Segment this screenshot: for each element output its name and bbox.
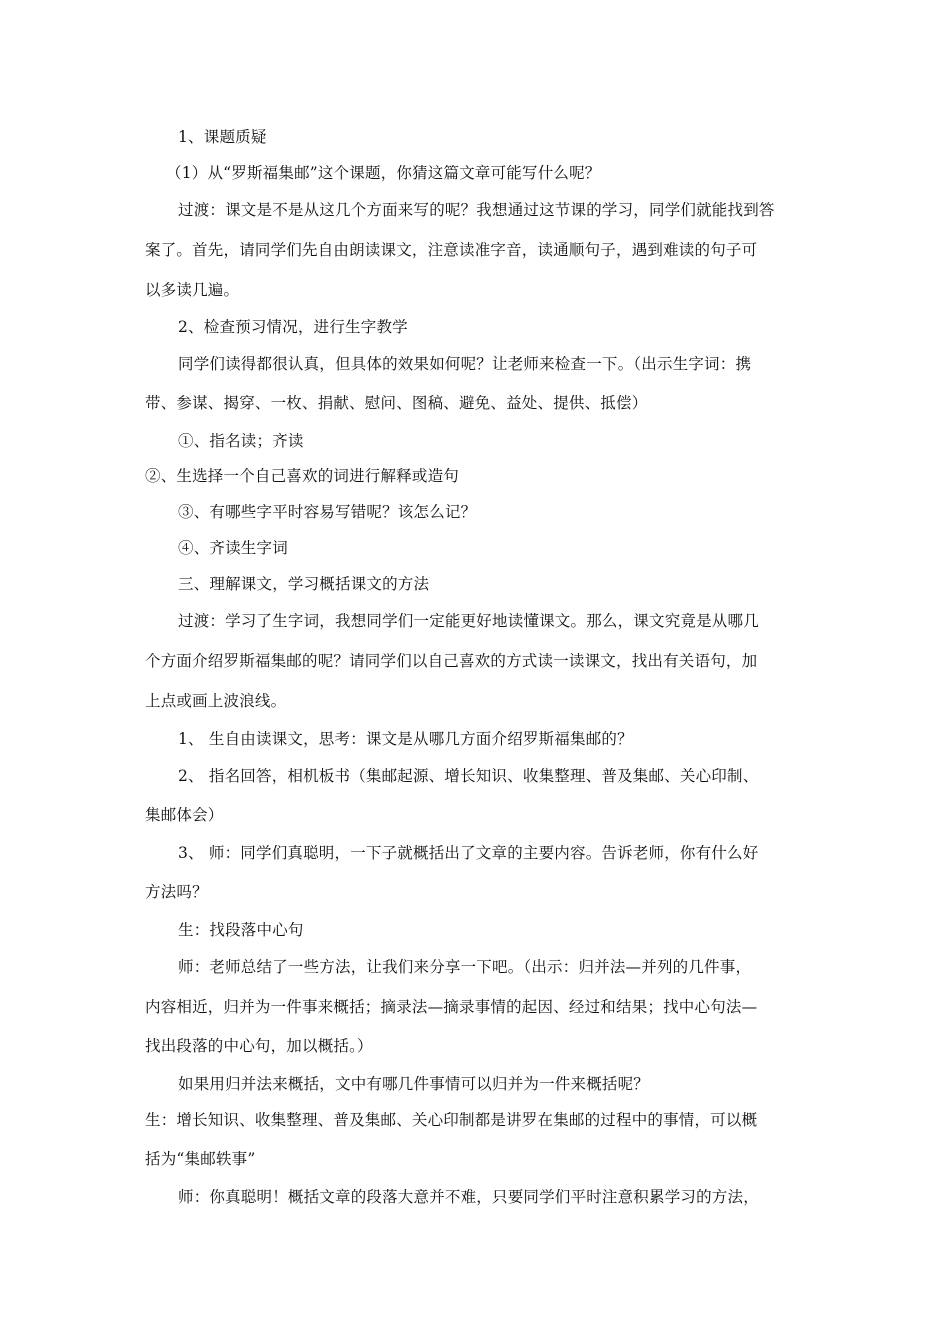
student-answer-1: 生：找段落中心句 [178,921,304,939]
list-item-1: ①、指名读；齐读 [178,432,304,450]
step-3-line-1: 3、 师：同学们真聪明，一下子就概括出了文章的主要内容。告诉老师，你有什么好 [178,844,759,862]
teacher-methods-line-1: 师：老师总结了一些方法，让我们来分享一下吧。（出示：归并法—并列的几件事， [178,958,752,976]
paragraph-transition-1-line-3: 以多读几遍。 [145,281,240,299]
teacher-methods-line-3: 找出段落的中心句，加以概括。） [145,1037,373,1055]
heading-section-1: 1、课题质疑 [178,128,267,146]
student-answer-2-line-2: 括为“集邮轶事” [145,1150,256,1168]
step-2-line-2: 集邮体会） [145,806,224,824]
list-item-4: ④、齐读生字词 [178,539,288,557]
student-answer-2-line-1: 生：增长知识、收集整理、普及集邮、关心印制都是讲罗在集邮的过程中的事情，可以概 [145,1111,758,1129]
paragraph-transition-2-line-2: 个方面介绍罗斯福集邮的呢？请同学们以自己喜欢的方式读一读课文，找出有关语句，加 [145,652,758,670]
question-1: （1）从“罗斯福集邮”这个课题，你猜这篇文章可能写什么呢？ [166,164,601,182]
teacher-methods-line-2: 内容相近，归并为一件事来概括；摘录法—摘录事情的起因、经过和结果；找中心句法— [145,998,758,1016]
paragraph-transition-2-line-1: 过渡：学习了生字词，我想同学们一定能更好地读懂课文。那么，课文究竟是从哪几 [178,612,759,630]
paragraph-transition-2-line-3: 上点或画上波浪线。 [145,692,287,710]
step-3-line-2: 方法吗？ [145,883,208,901]
paragraph-transition-1-line-2: 案了。首先，请同学们先自由朗读课文，注意读准字音，读通顺句子，遇到难读的句子可 [145,241,758,259]
teacher-praise: 师：你真聪明！概括文章的段落大意并不难，只要同学们平时注意积累学习的方法， [178,1188,759,1206]
step-1: 1、 生自由读课文，思考：课文是从哪几方面介绍罗斯福集邮的？ [178,730,633,748]
list-item-3: ③、有哪些字平时容易写错呢？该怎么记？ [178,503,477,521]
paragraph-check-line-2: 带、参谋、揭穿、一枚、捐献、慰问、图稿、避免、益处、提供、抵偿） [145,394,648,412]
step-2-line-1: 2、 指名回答，相机板书（集邮起源、增长知识、收集整理、普及集邮、关心印制、 [178,767,759,785]
heading-section-3: 三、理解课文，学习概括课文的方法 [178,575,430,593]
list-item-2: ②、生选择一个自己喜欢的词进行解释或造句 [145,467,460,485]
heading-section-2: 2、检查预习情况，进行生字教学 [178,318,408,336]
question-2: 如果用归并法来概括，文中有哪几件事情可以归并为一件来概括呢？ [178,1075,650,1093]
paragraph-transition-1-line-1: 过渡：课文是不是从这几个方面来写的呢？我想通过这节课的学习，同学们就能找到答 [178,201,775,219]
paragraph-check-line-1: 同学们读得都很认真，但具体的效果如何呢？让老师来检查一下。（出示生字词：携 [178,355,752,373]
